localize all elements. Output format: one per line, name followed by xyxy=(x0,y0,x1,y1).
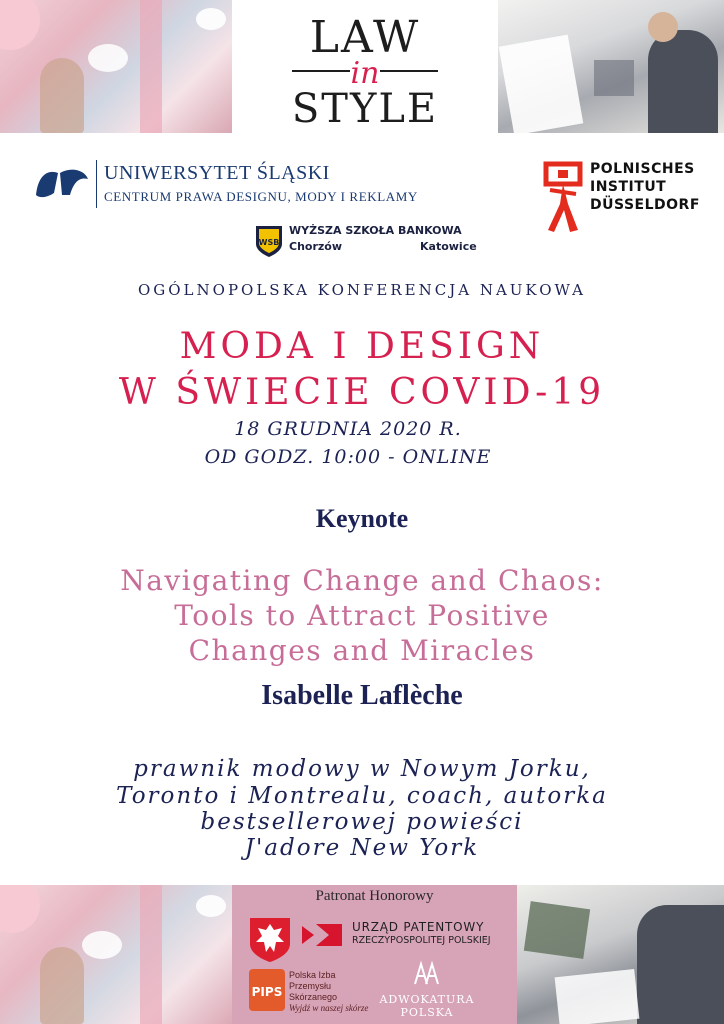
keynote-title-line2: Tools to Attract Positive xyxy=(174,599,550,632)
logo-rule-right xyxy=(380,70,438,72)
svg-text:PIPS: PIPS xyxy=(251,985,283,999)
speaker-bio-line1: prawnik modowy w Nowym Jorku, xyxy=(133,756,591,782)
wsb-shield-icon xyxy=(254,224,284,258)
fashion-photo-top-left xyxy=(0,0,232,133)
conference-time: OD GODZ. 10:00 - ONLINE xyxy=(204,446,492,468)
patronage-title: Patronat Honorowy xyxy=(315,888,434,904)
wsb-city-katowice: Katowice xyxy=(420,240,477,253)
logo-law-text: LAW xyxy=(309,12,421,63)
university-department: CENTRUM PRAWA DESIGNU, MODY I REKLAMY xyxy=(104,189,418,204)
keynote-speaker: Isabelle Laflèche xyxy=(261,680,463,711)
fashion-photo-bottom-left xyxy=(0,885,232,1024)
conference-title-line2: W ŚWIECIE COVID-19 xyxy=(118,372,606,413)
institute-line3: DÜSSELDORF xyxy=(590,197,700,213)
pips-chamber-logo-icon xyxy=(248,968,286,1012)
polish-eagle-emblem-icon xyxy=(248,916,292,964)
patent-office-line2: RZECZYPOSPOLITEJ POLSKIEJ xyxy=(352,935,491,946)
speaker-bio-line3: bestsellerowej powieści xyxy=(200,809,524,835)
polnisches-institut-name xyxy=(590,160,700,214)
wsb-city-chorzow: Chorzów xyxy=(289,240,343,253)
bar-association-emblem-icon xyxy=(412,960,440,988)
chamber-line1: Polska Izba xyxy=(289,970,336,980)
speaker-bio-line2: Toronto i Montrealu, coach, autorka xyxy=(116,783,608,809)
conference-type: OGÓLNOPOLSKA KONFERENCJA NAUKOWA xyxy=(137,281,587,299)
chamber-motto: Wyjdź w naszej skórze xyxy=(289,1003,369,1013)
speaker-bio-line4: J'adore New York xyxy=(244,835,480,861)
chamber-line2: Przemysłu xyxy=(289,981,332,991)
university-silesia-emblem-icon xyxy=(34,163,90,203)
patent-office-logo-icon xyxy=(300,920,344,950)
logo-in-text: in xyxy=(350,56,380,91)
wsb-name: WYŻSZA SZKOŁA BANKOWA xyxy=(289,224,462,237)
institute-line2: INSTITUT xyxy=(590,179,667,195)
university-divider xyxy=(96,160,97,208)
svg-text:WSB: WSB xyxy=(258,238,280,247)
keynote-title-line3: Changes and Miracles xyxy=(188,634,536,667)
workspace-photo-top-right xyxy=(498,0,724,133)
conference-title-line1: MODA I DESIGN xyxy=(179,326,545,367)
polnisches-institut-figure-icon xyxy=(540,160,586,234)
law-in-style-logo xyxy=(232,0,498,133)
chamber-line3: Skórzanego xyxy=(289,992,338,1002)
patent-office-line1: URZĄD PATENTOWY xyxy=(352,920,485,934)
workspace-photo-bottom-right xyxy=(517,885,724,1024)
institute-line1: POLNISCHES xyxy=(590,161,695,177)
bar-association-line1: ADWOKATURA xyxy=(379,993,475,1006)
logo-style-text: STYLE xyxy=(291,86,439,132)
university-name: UNIWERSYTET ŚLĄSKI xyxy=(104,162,330,184)
keynote-title-line1: Navigating Change and Chaos: xyxy=(120,564,604,597)
chamber-name xyxy=(289,970,368,1014)
bar-association-line2: POLSKA xyxy=(400,1006,454,1019)
keynote-label: Keynote xyxy=(315,504,409,533)
conference-date: 18 GRUDNIA 2020 R. xyxy=(234,418,462,440)
